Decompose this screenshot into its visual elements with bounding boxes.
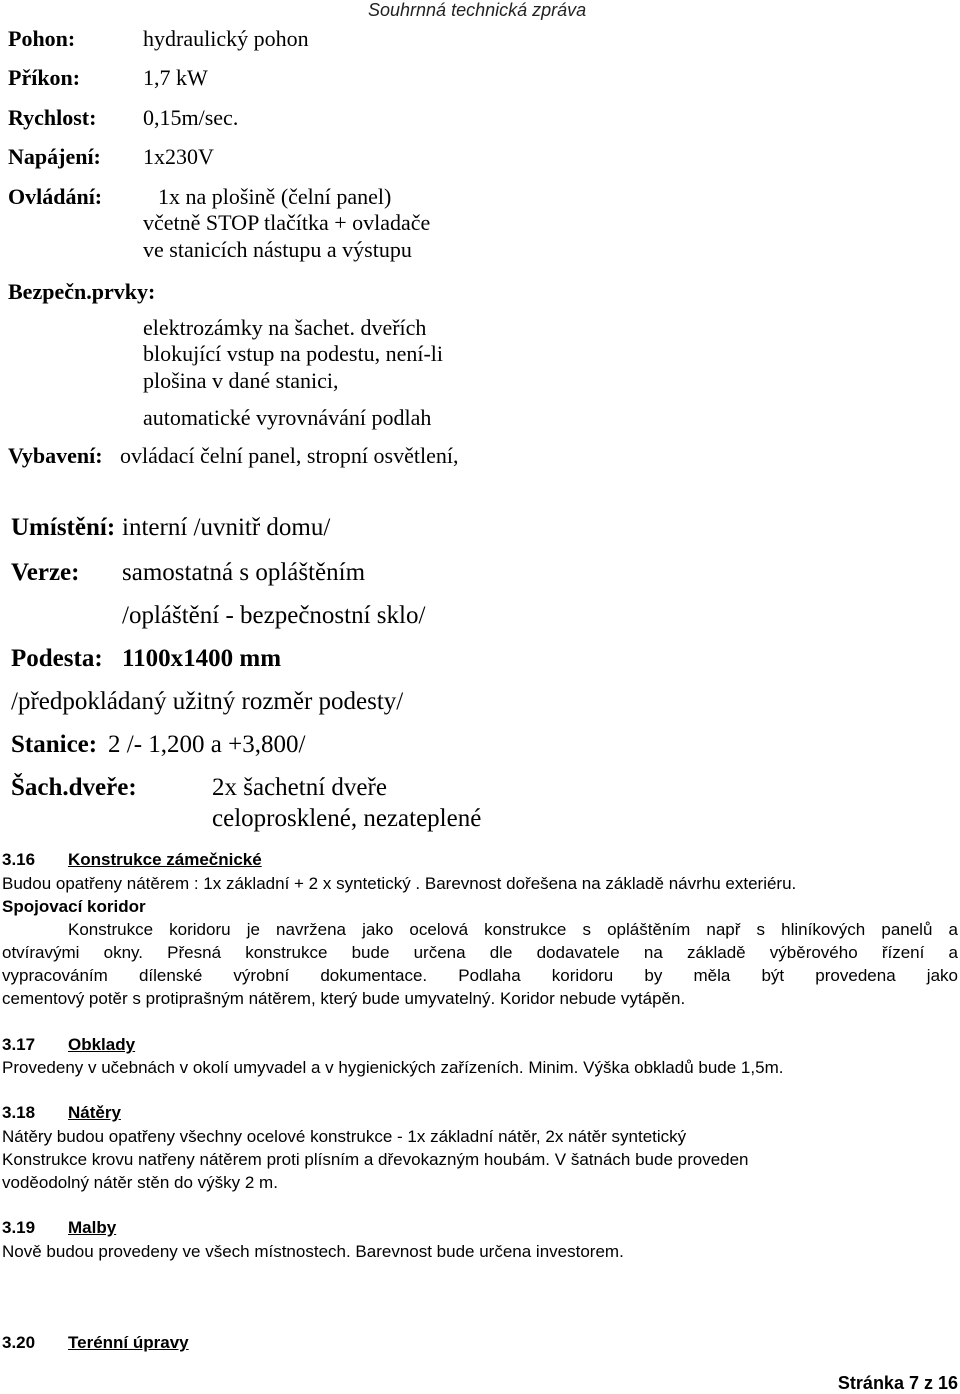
section-title: Terénní úpravy [68,1333,189,1352]
spec-label-rychlost: Rychlost: [8,105,97,130]
spec-value-umisteni: interní /uvnitř domu/ [122,514,331,541]
spec-label-vybaveni: Vybavení: [8,443,103,468]
section-heading-316 [2,850,262,870]
spec-value-sach-2: celoprosklené, nezateplené [212,805,482,832]
spec-value-bezpecn-2: blokující vstup na podestu, není-li [143,341,444,366]
spec-value-verze-2: /opláštění - bezpečnostní sklo/ [122,602,426,629]
spec-value-vybaveni: ovládací čelní panel, stropní osvětlení, [120,443,459,468]
spec-label-umisteni: Umístění: [11,514,116,541]
paragraph-318-line1: Nátěry budou opatřeny všechny ocelové konstrukce - 1x základní nátěr, 2x nátěr syntetický [2,1127,687,1146]
paragraph-316-2-line1: Konstrukce koridoru je navržena jako ocelová konstrukce s opláštěním např s hliníkových panelů a [68,920,958,939]
spec-label-sach: Šach.dveře: [11,774,137,801]
paragraph-316-2-line3: vypracováním dílenské výrobní dokumentace. Podlaha koridoru by měla být provedena jako [2,966,958,985]
subheading-spojovaci-koridor: Spojovací koridor [2,897,146,916]
section-number: 3.16 [2,850,36,869]
spec-label-podesta: Podesta: [11,645,103,672]
spec-value-bezpecn-1: elektrozámky na šachet. dveřích [143,315,427,340]
section-number: 3.17 [2,1035,36,1054]
spec-value-prikon: 1,7 kW [143,65,208,90]
spec-label-prikon: Příkon: [8,65,81,90]
section-number: 3.20 [2,1333,36,1352]
section-title: Nátěry [68,1103,121,1122]
section-heading-317 [2,1035,135,1055]
paragraph-318-line2: Konstrukce krovu natřeny nátěrem proti plísním a dřevokazným houbám. V šatnách bude proveden [2,1150,749,1169]
section-heading-319 [2,1218,116,1238]
spec-value-rychlost: 0,15m/sec. [143,105,239,130]
section-title: Konstrukce zámečnické [68,850,262,869]
spec-label-stanice: Stanice: [11,731,98,758]
spec-label-verze: Verze: [11,559,80,586]
spec-value-ovladani-2: včetně STOP tlačítka + ovladače [143,210,431,235]
section-number: 3.18 [2,1103,36,1122]
section-heading-320 [2,1333,189,1353]
spec-note-podesta: /předpokládaný užitný rozměr podesty/ [11,688,404,715]
spec-value-bezpecn-4: automatické vyrovnávání podlah [143,405,432,430]
header-title: Souhrnná technická zpráva [368,0,587,20]
spec-value-stanice: 2 /- 1,200 a +3,800/ [108,731,306,758]
spec-value-napajeni: 1x230V [143,144,214,169]
paragraph-319: Nově budou provedeny ve všech místnostech. Barevnost bude určena investorem. [2,1242,624,1261]
section-title: Obklady [68,1035,136,1054]
spec-label-pohon: Pohon: [8,26,76,51]
spec-label-napajeni: Napájení: [8,144,101,169]
spec-value-ovladani-3: ve stanicích nástupu a výstupu [143,237,412,262]
spec-value-verze-1: samostatná s opláštěním [122,559,366,586]
spec-label-bezpecn: Bezpečn.prvky: [8,279,156,304]
page-number: Stránka 7 z 16 [837,1373,958,1393]
spec-value-bezpecn-3: plošina v dané stanici, [143,368,339,393]
section-title: Malby [68,1218,117,1237]
spec-label-ovladani: Ovládání: [8,184,103,209]
paragraph-316-2-line4: cementový potěr s protiprašným nátěrem, který bude umyvatelný. Koridor nebude vytápěn. [2,989,686,1008]
paragraph-316-1: Budou opatřeny nátěrem : 1x základní + 2 x syntetický . Barevnost dořešena na základě návrhu exteriéru. [2,874,797,893]
section-heading-318 [2,1103,121,1123]
spec-value-sach-1: 2x šachetní dveře [212,774,387,801]
paragraph-317: Provedeny v učebnách v okolí umyvadel a v hygienických zařízeních. Minim. Výška obkladů bude 1,5m. [2,1058,784,1077]
spec-value-ovladani-1: 1x na plošině (čelní panel) [158,184,392,209]
spec-value-podesta: 1100x1400 mm [122,645,282,672]
spec-value-pohon: hydraulický pohon [143,26,309,51]
section-number: 3.19 [2,1218,36,1237]
paragraph-318-line3: voděodolný nátěr stěn do výšky 2 m. [2,1173,278,1192]
paragraph-316-2-line2: otvíravými okny. Přesná konstrukce bude určena dle dodavatele na základě výběrového řízení a [2,943,958,962]
